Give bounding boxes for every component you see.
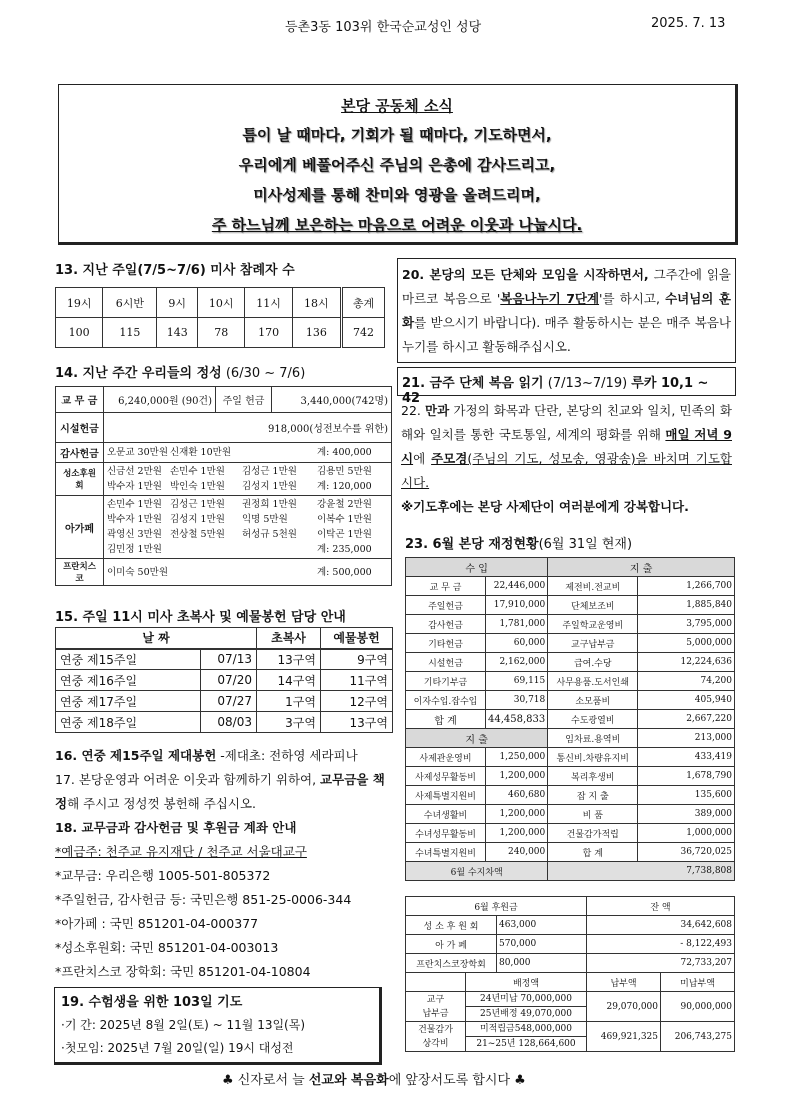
table-row xyxy=(406,954,735,973)
table-row xyxy=(406,710,735,729)
table-cell: 시설헌금 xyxy=(406,653,486,672)
table-cell: 36,720,025 xyxy=(638,843,735,862)
donor-entry: 김성근 1만원 xyxy=(170,499,225,510)
table-cell: 11구역 xyxy=(321,670,393,691)
table-cell: 44,458,833 xyxy=(486,710,548,729)
assign-line: 미적립금548,000,000 xyxy=(466,1022,586,1037)
table-cell: 74,200 xyxy=(638,672,735,691)
table-cell: 소모품비 xyxy=(548,691,638,710)
table-cell: 임차료.용역비 xyxy=(548,729,638,748)
table-cell: 단체보조비 xyxy=(548,596,638,615)
notice-title: 본당 공동체 소식 xyxy=(341,97,453,115)
donor-entry: 박인숙 1만원 xyxy=(170,481,225,492)
table-cell: 3,440,000(742명) xyxy=(272,387,392,413)
table-cell: 6,240,000원 (90건) xyxy=(104,387,216,413)
table-cell: 405,940 xyxy=(638,691,735,710)
item21-c: (7/13~7/19) xyxy=(543,376,632,391)
table-cell: 18시 xyxy=(292,288,341,318)
donor-entry: 익명 5만원 xyxy=(242,514,288,525)
finance-title: 23. 6월 본당 재정현황 xyxy=(405,537,539,552)
exam-line: ·첫모임: 2025년 7월 20일(일) 19시 대성전 xyxy=(61,1041,294,1055)
table-row xyxy=(406,786,735,805)
donor-entry: 강윤철 2만원 xyxy=(317,499,372,510)
table-cell: 742 xyxy=(341,318,384,348)
table-cell: 170 xyxy=(245,318,292,348)
table-cell: 07/20 xyxy=(201,670,257,691)
footer-b: 선교와 복음화 xyxy=(308,1073,389,1088)
item20-bold: 20. 본당의 모든 단체와 모임을 시작하면서, xyxy=(402,267,649,282)
table-cell: 3구역 xyxy=(257,712,321,733)
table-cell: 3,795,000 xyxy=(638,615,735,634)
table-cell: 기타헌금 xyxy=(406,634,486,653)
table-cell: 78 xyxy=(198,318,245,348)
assign-line: 24년미납 70,000,000 xyxy=(466,992,586,1007)
item22-a: 22. xyxy=(401,403,426,418)
offering-heading xyxy=(55,362,305,381)
donor-entry: 김성지 1만원 xyxy=(242,481,297,492)
thanks-list xyxy=(107,445,388,460)
item21-a: 21. 금주 xyxy=(402,376,460,391)
group-label: 납부금 xyxy=(422,1008,449,1019)
table-cell: 389,000 xyxy=(638,805,735,824)
table-cell: 60,000 xyxy=(486,634,548,653)
footer-c: 에 앞장서도록 합시다 ♣ xyxy=(388,1073,526,1088)
table-row xyxy=(56,691,393,712)
notice-line: 미사성제를 통해 찬미와 영광을 올려드리며, xyxy=(253,186,541,204)
table-cell: 사무용품.도서인쇄 xyxy=(548,672,638,691)
table-cell: 수 입 xyxy=(406,558,548,577)
item22-e: 에 xyxy=(413,451,432,466)
table-cell: 1,200,000 xyxy=(486,824,548,843)
notice-line: 틈이 날 때마다, 기회가 될 때마다, 기도하면서, xyxy=(242,126,552,144)
attendance-table xyxy=(55,287,385,348)
table-cell: 6시반 xyxy=(103,288,157,318)
group-label: 교구 xyxy=(426,994,445,1005)
table-cell: 교구납부금 xyxy=(548,634,638,653)
item-22 xyxy=(397,399,736,519)
table-cell: 1,781,000 xyxy=(486,615,548,634)
item-17 xyxy=(55,768,395,816)
table-cell: 1구역 xyxy=(257,691,321,712)
table-cell: 비 품 xyxy=(548,805,638,824)
donor-entry: 이미숙 50만원 xyxy=(107,566,168,578)
attendance-title: 13. 지난 주일(7/5~7/6) 미사 참례자 수 xyxy=(55,263,295,278)
table-cell: 프란치스코 xyxy=(56,559,104,586)
table-cell: 07/13 xyxy=(201,649,257,670)
item22-g: (주님의 기도, 성모송, 영광송)을 바치며 기도합시다. xyxy=(401,451,732,490)
table-cell: 합 계 xyxy=(548,843,638,862)
table-row xyxy=(406,691,735,710)
table-cell: 2,162,000 xyxy=(486,653,548,672)
table-cell: 1,266,700 xyxy=(638,577,735,596)
table-row xyxy=(406,672,735,691)
table-row xyxy=(406,973,735,992)
table-cell: 아가페 xyxy=(56,496,104,559)
table-row xyxy=(406,577,735,596)
donor-entry: 손민수 1만원 xyxy=(170,466,225,477)
table-cell: 90,000,000 xyxy=(661,992,735,1022)
item-21-box xyxy=(397,367,736,406)
item22-d: 매일 저녁 9시 xyxy=(401,427,732,466)
table-row xyxy=(406,558,735,577)
item22-note: ※기도후에는 본당 사제단이 여러분에게 강복합니다. xyxy=(401,499,689,514)
assign-line: 25년배정 49,070,000 xyxy=(480,1009,572,1019)
table-row xyxy=(406,935,735,954)
table-cell: - 8,122,493 xyxy=(587,935,735,954)
table-row xyxy=(56,628,393,649)
table-cell: 배정액 xyxy=(466,973,587,992)
table-cell: 연중 제17주일 xyxy=(56,691,201,712)
table-row xyxy=(56,463,392,496)
table-cell: 통신비.차량유지비 xyxy=(548,748,638,767)
table-cell: 아 가 페 xyxy=(406,935,497,954)
table-cell: 100 xyxy=(56,318,103,348)
table-cell: 115 xyxy=(103,318,157,348)
table-cell: 사제관운영비 xyxy=(406,748,486,767)
table-cell: 12구역 xyxy=(321,691,393,712)
table-row xyxy=(406,634,735,653)
subtotal: 계: 400,000 xyxy=(317,447,372,458)
table-cell: 주일 헌금 xyxy=(216,387,272,413)
table-cell: 총계 xyxy=(341,288,384,318)
item22-c: 가정의 화목과 단란, 본당의 친교와 일치, 민족의 화해와 일치를 통한 국토통일, 세계의 평화를 위해 xyxy=(401,403,732,442)
spacer xyxy=(170,542,242,557)
offering-period: (6/30 ~ 7/6) xyxy=(225,366,306,381)
exam-line: ·기 간: 2025년 8월 2일(토) ~ 11월 13일(목) xyxy=(61,1018,306,1032)
table-cell: 10시 xyxy=(198,288,245,318)
item16-rest: -제대초: 전하영 세라피나 xyxy=(216,748,358,763)
donor-entry: 김성근 1만원 xyxy=(242,466,297,477)
table-cell: 136 xyxy=(292,318,341,348)
table-cell: 감사헌금 xyxy=(406,615,486,634)
table-cell: 급여.수당 xyxy=(548,653,638,672)
spacer xyxy=(170,565,242,580)
table-cell: 사제특별지원비 xyxy=(406,786,486,805)
table-cell: 제전비.전교비 xyxy=(548,577,638,596)
table-cell: 이자수입.잡수입 xyxy=(406,691,486,710)
table-cell: 1,250,000 xyxy=(486,748,548,767)
table-cell: 초복사 xyxy=(257,628,321,649)
table-cell: 프란치스코장학회 xyxy=(406,954,497,973)
donor-entry: 허성규 5천원 xyxy=(242,529,297,540)
table-cell: 지 출 xyxy=(548,558,735,577)
account-line: *성소후원회: 국민 851201-04-003013 xyxy=(55,940,279,955)
accounts-title: 18. 교무금과 감사헌금 및 후원금 계좌 안내 xyxy=(55,820,297,835)
sponsor-list xyxy=(107,464,388,494)
item17-a: 17. 본당운영과 어려운 이웃과 함께하기 위하여, xyxy=(55,772,321,787)
duty-table xyxy=(55,627,393,733)
donor-entry: 이탁곤 1만원 xyxy=(317,529,372,540)
item16-bold: 16. 연중 제15주일 제대봉헌 xyxy=(55,748,217,763)
table-cell: 1,885,840 xyxy=(638,596,735,615)
item22-f: 주모경 xyxy=(431,451,468,466)
table-row xyxy=(56,712,393,733)
table-row xyxy=(406,843,735,862)
table-cell: 6월 후원금 xyxy=(406,897,587,916)
table-cell: 교 무 금 xyxy=(406,577,486,596)
table-cell: 135,600 xyxy=(638,786,735,805)
table-cell xyxy=(104,559,392,586)
table-cell: 성소후원회 xyxy=(56,463,104,496)
parish-name: 등촌3동 103위 한국순교성인 성당 xyxy=(285,20,482,35)
subtotal: 계: 235,000 xyxy=(317,544,372,555)
table-row xyxy=(406,897,735,916)
table-cell: 918,000(성전보수를 위한) xyxy=(104,413,392,443)
table-cell: 연중 제15주일 xyxy=(56,649,201,670)
donor-entry: 권정희 1만원 xyxy=(242,499,297,510)
table-row xyxy=(406,824,735,843)
table-cell: 주일학교운영비 xyxy=(548,615,638,634)
agape-list xyxy=(107,497,388,557)
finance-subtitle: (6월 31일 현재) xyxy=(538,537,633,552)
duty-title: 15. 주일 11시 미사 초복사 및 예물봉헌 담당 안내 xyxy=(55,610,346,625)
table-cell: 2,667,220 xyxy=(638,710,735,729)
donor-entry: 이복수 1만원 xyxy=(317,514,372,525)
donor-entry: 박수자 1만원 xyxy=(107,481,162,492)
table-cell: 1,200,000 xyxy=(486,805,548,824)
account-line: *프란치스코 장학회: 국민 851201-04-10804 xyxy=(55,964,311,979)
table-cell xyxy=(406,1022,466,1052)
table-row xyxy=(406,916,735,935)
donor-entry: 김용민 5만원 xyxy=(317,466,372,477)
item20-c: 를 받으시기 바랍니다). 매주 활동하시는 분은 매주 복음나누기를 하시고 활동해주십시오. xyxy=(402,315,731,354)
item20-b2: 수녀님의 훈화 xyxy=(402,291,731,330)
table-cell: 연중 제16주일 xyxy=(56,670,201,691)
table-cell: 수도광열비 xyxy=(548,710,638,729)
table-cell: 사제성무활동비 xyxy=(406,767,486,786)
donations-table xyxy=(405,896,735,1052)
table-cell: 납부액 xyxy=(587,973,661,992)
table-cell: 19시 xyxy=(56,288,103,318)
table-cell: 13구역 xyxy=(321,712,393,733)
donor-entry: 신금선 2만원 xyxy=(107,466,162,477)
table-cell: 9시 xyxy=(157,288,198,318)
table-cell: 수녀특별지원비 xyxy=(406,843,486,862)
table-row xyxy=(56,649,393,670)
table-cell: 지 출 xyxy=(406,729,548,748)
community-notice-box xyxy=(58,84,738,245)
table-cell: 6월 수지차액 xyxy=(406,862,548,881)
spacer xyxy=(242,565,317,580)
account-line: *예금주: 천주교 유지재단 / 천주교 서울대교구 xyxy=(55,844,307,859)
table-cell: 433,419 xyxy=(638,748,735,767)
table-row xyxy=(406,615,735,634)
table-cell: 시설헌금 xyxy=(56,413,104,443)
table-cell: 건물감가적립 xyxy=(548,824,638,843)
bulletin-date: 2025. 7. 13 xyxy=(651,16,726,31)
item17-bold2: 을 책정 xyxy=(55,772,385,811)
donor-entry: 박수자 1만원 xyxy=(107,514,162,525)
table-cell: 08/03 xyxy=(201,712,257,733)
table-cell: 예물봉헌 xyxy=(321,628,393,649)
table-cell: 240,000 xyxy=(486,843,548,862)
francis-list xyxy=(107,565,388,580)
table-cell: 206,743,275 xyxy=(661,1022,735,1052)
group-label: 상각비 xyxy=(422,1038,449,1049)
table-cell xyxy=(104,443,392,463)
table-cell: 07/27 xyxy=(201,691,257,712)
table-cell: 5,000,000 xyxy=(638,634,735,653)
item20-b: '를 하시고, xyxy=(599,291,666,306)
table-cell: 미납부액 xyxy=(661,973,735,992)
item22-b: 만과 xyxy=(425,403,450,418)
account-line: *아가페 : 국민 851201-04-000377 xyxy=(55,916,259,931)
table-cell: 80,000 xyxy=(497,954,587,973)
table-cell xyxy=(104,496,392,559)
table-row xyxy=(406,748,735,767)
table-cell: 1,678,790 xyxy=(638,767,735,786)
item20-b1: 복음나누기 7단계 xyxy=(500,291,600,306)
table-cell: 12,224,636 xyxy=(638,653,735,672)
table-cell: 날 짜 xyxy=(56,628,257,649)
footer xyxy=(222,1069,526,1088)
item-20-box xyxy=(397,258,736,363)
table-cell: 143 xyxy=(157,318,198,348)
table-cell: 합 계 xyxy=(406,710,486,729)
table-cell: 460,680 xyxy=(486,786,548,805)
item17-bold1: 교무금 xyxy=(320,772,357,787)
table-row xyxy=(56,443,392,463)
table-cell: 213,000 xyxy=(638,729,735,748)
table-row xyxy=(406,862,735,881)
item21-d: 루카 10,1 ~ 42 xyxy=(402,376,709,406)
spacer xyxy=(242,542,317,557)
table-cell xyxy=(466,1022,587,1052)
table-row xyxy=(56,387,392,413)
table-row xyxy=(56,288,385,318)
table-row xyxy=(406,767,735,786)
finance-table xyxy=(405,557,735,881)
table-row xyxy=(56,318,385,348)
table-row xyxy=(406,1022,735,1052)
item-16 xyxy=(55,744,395,768)
table-cell: 72,733,207 xyxy=(587,954,735,973)
table-cell: 주일헌금 xyxy=(406,596,486,615)
table-cell: 1,200,000 xyxy=(486,767,548,786)
donor-entry: 김성지 1만원 xyxy=(170,514,225,525)
donor-entry: 전상철 5만원 xyxy=(170,529,225,540)
table-cell: 14구역 xyxy=(257,670,321,691)
footer-a: ♣ 신자로서 늘 xyxy=(222,1073,309,1088)
spacer xyxy=(242,445,317,460)
exam-prayer-box xyxy=(54,987,382,1065)
table-row xyxy=(56,559,392,586)
notice-items-left xyxy=(55,744,395,984)
table-cell: 7,738,808 xyxy=(548,862,735,881)
table-cell xyxy=(104,463,392,496)
table-cell: 수녀성무활동비 xyxy=(406,824,486,843)
table-cell xyxy=(466,992,587,1022)
table-row xyxy=(406,653,735,672)
table-cell: 13구역 xyxy=(257,649,321,670)
item21-b: 단체 복음 읽기 xyxy=(459,376,544,391)
assign-line: 21~25년 128,664,600 xyxy=(476,1039,576,1049)
table-cell: 복리후생비 xyxy=(548,767,638,786)
offering-title: 14. 지난 주간 우리들의 정성 xyxy=(55,366,222,381)
account-line: *교무금: 우리은행 1005-501-805372 xyxy=(55,868,271,883)
table-cell xyxy=(406,973,466,992)
donor-entry: 손민수 1만원 xyxy=(107,499,162,510)
table-row xyxy=(56,413,392,443)
table-cell: 34,642,608 xyxy=(587,916,735,935)
table-cell: 463,000 xyxy=(497,916,587,935)
table-cell: 11시 xyxy=(245,288,292,318)
donor-entry: 김민정 1만원 xyxy=(107,544,162,555)
item17-b: 해 주시고 정성껏 봉헌해 주십시오. xyxy=(67,796,256,811)
finance-heading xyxy=(405,533,632,552)
table-cell: 469,921,325 xyxy=(587,1022,661,1052)
table-cell: 수녀생활비 xyxy=(406,805,486,824)
table-row xyxy=(406,805,735,824)
subtotal: 계: 500,000 xyxy=(317,566,372,578)
table-cell: 교 무 금 xyxy=(56,387,104,413)
table-cell: 30,718 xyxy=(486,691,548,710)
donor-entry: 곽영신 3만원 xyxy=(107,529,162,540)
table-cell: 1,000,000 xyxy=(638,824,735,843)
donor-entry: 신재환 10만원 xyxy=(170,447,231,458)
table-cell: 성 소 후 원 회 xyxy=(406,916,497,935)
table-cell: 기타기부금 xyxy=(406,672,486,691)
offering-table xyxy=(55,386,392,586)
account-line: *주일헌금, 감사헌금 등: 국민은행 851-25-0006-344 xyxy=(55,892,352,907)
table-cell: 69,115 xyxy=(486,672,548,691)
table-cell: 17,910,000 xyxy=(486,596,548,615)
table-row xyxy=(56,496,392,559)
table-cell: 22,446,000 xyxy=(486,577,548,596)
notice-line: 우리에게 베풀어주신 주님의 은총에 감사드리고, xyxy=(238,156,556,174)
table-cell: 29,070,000 xyxy=(587,992,661,1022)
table-cell: 감사헌금 xyxy=(56,443,104,463)
table-cell: 570,000 xyxy=(497,935,587,954)
group-label: 건물감가 xyxy=(418,1024,453,1035)
table-row xyxy=(406,596,735,615)
donor-entry: 오문교 30만원 xyxy=(107,447,168,458)
notice-line: 주 하느님께 보은하는 마음으로 어려운 이웃과 나눕시다. xyxy=(211,216,583,234)
table-cell: 9구역 xyxy=(321,649,393,670)
table-row xyxy=(56,670,393,691)
table-row xyxy=(406,992,735,1022)
exam-title: 19. 수험생을 위한 103일 기도 xyxy=(61,995,243,1010)
subtotal: 계: 120,000 xyxy=(317,481,372,492)
table-cell: 연중 제18주일 xyxy=(56,712,201,733)
table-cell: 잔 액 xyxy=(587,897,735,916)
table-cell xyxy=(406,992,466,1022)
table-cell: 잡 지 출 xyxy=(548,786,638,805)
table-row xyxy=(406,729,735,748)
item20-a: 그주간에 읽을 마르코 복음으로 ' xyxy=(402,267,731,306)
